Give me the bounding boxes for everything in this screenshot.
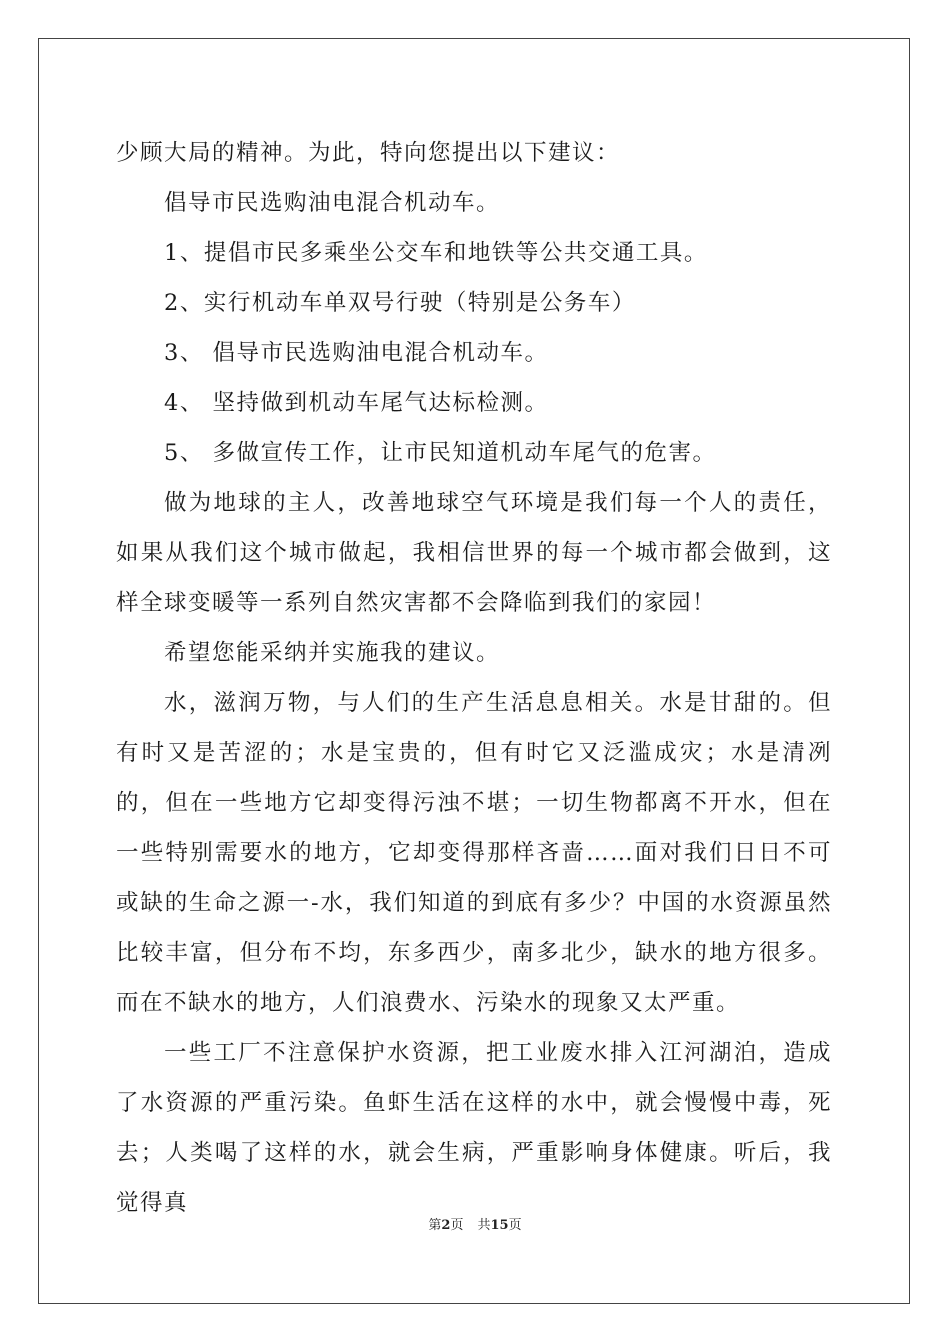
document-body <box>116 128 832 1228</box>
total-pages: 15 <box>490 1218 509 1233</box>
paragraph-hope: 希望您能采纳并实施我的建议。 <box>164 640 501 666</box>
list-item-3: 3、 倡导市民选购油电混合机动车。 <box>164 340 549 366</box>
paragraph-1: 少顾大局的精神。为此，特向您提出以下建议： <box>116 140 621 166</box>
list-item-2: 2、实行机动车单双号行驶（特别是公务车） <box>164 290 636 316</box>
paragraph-factory: 一些工厂不注意保护水资源，把工业废水排入江河湖泊，造成了水资源的严重污染。鱼虾生活在这样的水中，就会慢慢中毒，死去；人类喝了这样的水，就会生病，严重影响身体健康。听后，我觉得真 <box>116 1040 832 1216</box>
page-unit: 页 <box>450 1218 464 1233</box>
paragraph-water: 水，滋润万物，与人们的生产生活息息相关。水是甘甜的。但有时又是苦涩的；水是宝贵的，但有时它又泛滥成灾；水是清冽的，但在一些地方它却变得污浊不堪；一切生物都离不开水，但在一些特别需要水的地方，它却变得那样吝啬……面对我们日日不可或缺的生命之源一-水，我们知道的到底有多少？中国的水资源虽然比较丰富，但分布不均，东多西少，南多北少，缺水的地方很多。而在不缺水的地方，人们浪费水、污染水的现象又太严重。 <box>116 690 832 1016</box>
list-item-4: 4、 坚持做到机动车尾气达标检测。 <box>164 390 549 416</box>
list-item-5: 5、 多做宣传工作，让市民知道机动车尾气的危害。 <box>164 440 717 466</box>
total-prefix: 共 <box>477 1218 491 1233</box>
page-footer <box>0 1216 950 1236</box>
total-unit: 页 <box>508 1218 522 1233</box>
paragraph-2: 倡导市民选购油电混合机动车。 <box>164 190 501 216</box>
page-prefix: 第 <box>428 1218 442 1233</box>
page-current: 2 <box>441 1218 451 1233</box>
paragraph-earth: 做为地球的主人，改善地球空气环境是我们每一个人的责任，如果从我们这个城市做起，我相信世界的每一个城市都会做到，这样全球变暖等一系列自然灾害都不会降临到我们的家园！ <box>116 490 832 616</box>
list-item-1: 1、提倡市民多乘坐公交车和地铁等公共交通工具。 <box>164 240 708 266</box>
